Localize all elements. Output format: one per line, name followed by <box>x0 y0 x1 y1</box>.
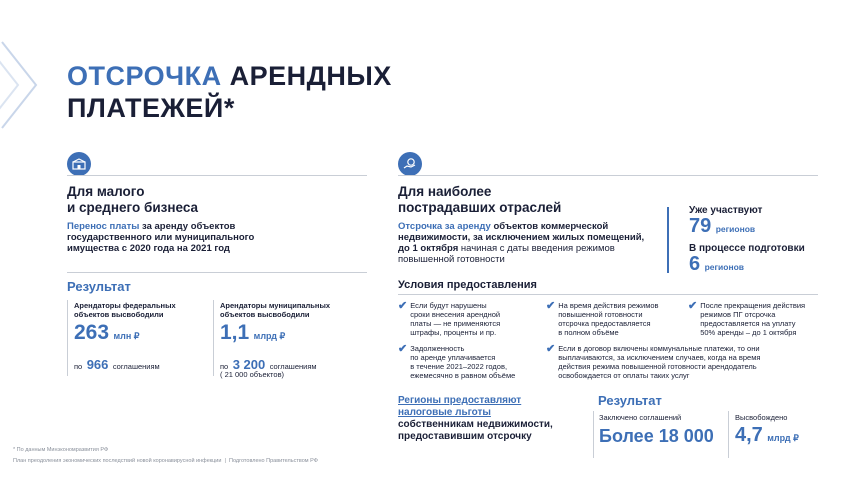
preparing-label: В процессе подготовки <box>689 243 805 254</box>
right-result-line1 <box>593 411 594 458</box>
left-divider-result <box>67 272 367 273</box>
participating-value-row: 79 регионов <box>689 215 756 237</box>
condition-item: ✔ Если в договор включены коммунальные платежи, то они выплачиваются, за исключением случаев, когда на время действия режима повышенной готовности арендодатель освобождается от оплаты таких услуг <box>546 343 761 380</box>
left-col2-count: по 3 200 соглашениям <box>220 357 317 372</box>
right-desc-accent: Отсрочка за аренду <box>398 221 491 232</box>
left-description: Перенос платы за аренду объектов государственного или муниципального имущества с 2020 года на 2021 год <box>67 221 255 254</box>
conditions-divider <box>398 294 818 295</box>
check-icon: ✔ <box>546 343 556 355</box>
released-label: Высвобождено <box>735 413 788 422</box>
agreements-value: Более 18 000 <box>599 426 714 446</box>
right-divider-top <box>398 175 818 176</box>
left-col2-line <box>213 300 214 376</box>
building-icon <box>67 152 91 176</box>
right-description: Отсрочка за аренду объектов коммерческой недвижимости, за исключением жилых помещений, до 1 октября начиная с даты введения режимов повышенной готовности <box>398 221 645 265</box>
agreements-label: Заключено соглашений <box>599 413 682 422</box>
title-rest: АРЕНДНЫХ <box>229 61 392 91</box>
condition-item: ✔ На время действия режимов повышенной готовности отсрочка предоставляется в полном объёме <box>546 300 659 337</box>
right-result-line2 <box>728 411 729 458</box>
left-col1-count: по 966 соглашениям <box>74 357 160 372</box>
conditions-title: Условия предоставления <box>398 279 537 291</box>
left-result-label: Результат <box>67 279 131 294</box>
left-col1-label: Арендаторы федеральных объектов высвободили <box>74 301 176 319</box>
left-col2-label: Арендаторы муниципальных объектов высвободили <box>220 301 331 319</box>
stats-accent-bar <box>667 207 669 273</box>
right-result-label: Результат <box>598 393 662 408</box>
left-desc-accent: Перенос платы <box>67 221 140 232</box>
left-col2-value: 1,1 млрд ₽ <box>220 321 286 344</box>
regions-tax-block: Регионы предоставляют налоговые льготы собственникам недвижимости, предоставившим отсрочку <box>398 395 553 442</box>
check-icon: ✔ <box>688 300 698 312</box>
condition-item: ✔ После прекращения действия режимов ПГ отсрочка предоставляется на уплату 50% аренды – до 1 октября <box>688 300 806 337</box>
check-icon: ✔ <box>546 300 556 312</box>
footnote: * По данным Минэкономразвития РФ План преодоления экономических последствий новой коронавирусной инфекции | Подготовлено Правительством РФ <box>13 447 318 464</box>
check-icon: ✔ <box>398 300 408 312</box>
released-value-row: 4,7 млрд ₽ <box>735 424 799 446</box>
left-col1-value: 263 млн ₽ <box>74 321 140 344</box>
condition-item: ✔ Если будут нарушены сроки внесения арендной платы — не применяются штрафы, проценты и пр. <box>398 300 501 337</box>
check-icon: ✔ <box>398 343 408 355</box>
right-heading: Для наиболее пострадавших отраслей <box>398 184 562 215</box>
left-divider-top <box>67 175 367 176</box>
participating-label: Уже участвуют <box>689 205 763 216</box>
left-col2-note: ( 21 000 объектов) <box>220 370 285 379</box>
preparing-value-row: 6 регионов <box>689 253 745 275</box>
title-line2: ПЛАТЕЖЕЙ* <box>67 93 235 123</box>
decorative-chevrons <box>0 40 48 130</box>
hand-coin-icon <box>398 152 422 176</box>
left-heading: Для малого и среднего бизнеса <box>67 184 198 215</box>
left-col1-line <box>67 300 68 376</box>
page-title <box>67 60 392 124</box>
title-accent: ОТСРОЧКА <box>67 61 222 91</box>
condition-item: ✔ Задолженность по аренде уплачивается в течение 2021–2022 годов, ежемесячно в равном объёме <box>398 343 516 380</box>
